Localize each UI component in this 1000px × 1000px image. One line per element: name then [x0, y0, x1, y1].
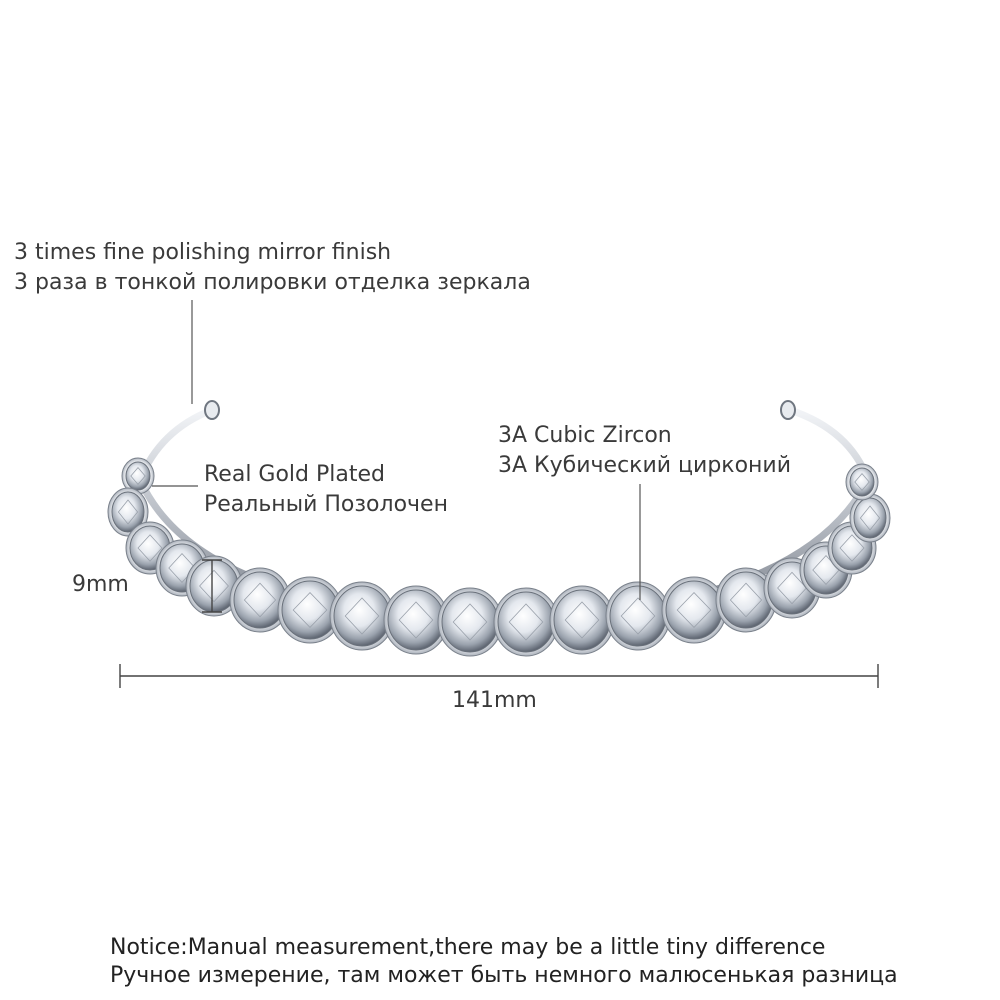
polish-annotation-ru: 3 раза в тонкой полировки отделка зеркала [14, 270, 531, 295]
band-end-cap-left [205, 401, 219, 419]
gold-annotation-en: Real Gold Plated [204, 462, 385, 487]
height-dimension-label: 9mm [72, 572, 129, 597]
zircon-stone [282, 581, 338, 639]
band-end-cap-right [781, 401, 795, 419]
zircon-stone [720, 572, 772, 628]
zircon-stone [850, 468, 874, 496]
zircon-stone [666, 581, 722, 639]
zircon-stone [554, 590, 610, 650]
zircon-stone [854, 498, 886, 538]
gold-annotation-ru: Реальный Позолочен [204, 492, 448, 517]
zircon-stone [442, 592, 498, 652]
zircon-stone [388, 590, 444, 650]
measurement-notice-en: Notice:Manual measurement,there may be a little tiny difference [110, 935, 826, 960]
width-dimension-label: 141mm [452, 688, 537, 713]
zircon-annotation-en: 3A Cubic Zircon [498, 423, 672, 448]
zircon-stone [126, 462, 150, 490]
zircon-stone [334, 586, 390, 646]
measurement-notice-ru: Ручное измерение, там может быть немного малюсенькая разница [110, 963, 898, 988]
polish-annotation-en: 3 times fine polishing mirror finish [14, 240, 392, 265]
zircon-annotation [498, 421, 791, 481]
zircon-stone [498, 592, 554, 652]
zircon-stone [234, 572, 286, 628]
zircon-annotation-ru: 3A Кубический цирконий [498, 453, 792, 478]
zircon-stone [610, 586, 666, 646]
measurement-notice [110, 934, 898, 990]
polish-annotation [14, 238, 531, 298]
gold-annotation [204, 460, 448, 520]
